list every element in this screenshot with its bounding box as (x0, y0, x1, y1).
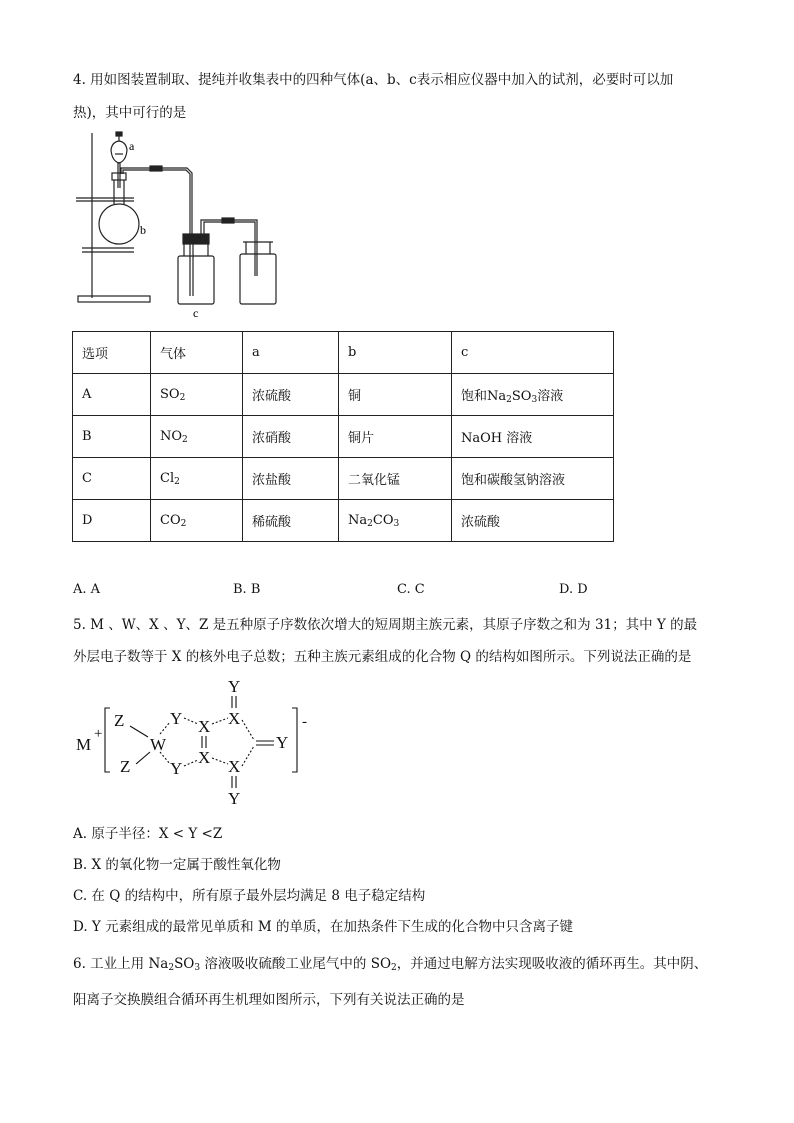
row-gas: $SO_2$ (151, 374, 243, 416)
q4-stem-line2: 热)，其中可行的是 (73, 105, 187, 121)
q5-option-d: D. Y 元素组成的最常见单质和 M 的单质，在加热条件下生成的化合物中只含离子键 (73, 919, 574, 935)
header-c: c (452, 332, 614, 374)
row-reagent-a: 浓硫酸 (243, 374, 339, 416)
row-reagent-b: 铜 (339, 374, 452, 416)
table-row (73, 458, 614, 500)
table-header-row (73, 332, 614, 374)
header-a: a (243, 332, 339, 374)
q5-stem-line1: 5. M 、W、X 、Y、Z 是五种原子序数依次增大的短周期主族元素，其原子序数之和为 31；其中 Y 的最 (73, 617, 698, 633)
atom-X-upper-left: X (198, 717, 211, 736)
row-reagent-c: 饱和碳酸氢钠溶液 (452, 458, 614, 500)
atom-W: W (150, 735, 167, 754)
label-b: b (140, 223, 146, 237)
row-reagent-b: 铜片 (339, 416, 452, 458)
reagent-table (72, 331, 614, 542)
compound-q-structure (70, 676, 320, 810)
row-gas: $CO_2$ (151, 500, 243, 542)
atom-Z-top: Z (114, 711, 125, 730)
row-gas: $Cl_2$ (151, 458, 243, 500)
label-a: a (129, 139, 135, 153)
row-reagent-b: $Na_2CO_3$ (339, 500, 452, 542)
row-reagent-c: 饱和$Na_2SO_3$溶液 (452, 374, 614, 416)
row-option: D (73, 500, 151, 542)
header-b: b (339, 332, 452, 374)
charge-minus: - (302, 714, 307, 730)
atom-Y-top: Y (228, 677, 241, 696)
q5-option-b: B. X 的氧化物一定属于酸性氧化物 (73, 857, 281, 873)
choice-c: C. C (397, 582, 425, 597)
atom-Z-bottom: Z (120, 757, 131, 776)
atom-X-lower-right: X (228, 757, 241, 776)
row-option: C (73, 458, 151, 500)
header-gas: 气体 (151, 332, 243, 374)
q5-option-c: C. 在 Q 的结构中，所有原子最外层均满足 8 电子稳定结构 (73, 888, 426, 904)
row-reagent-a: 浓硝酸 (243, 416, 339, 458)
row-reagent-c: NaOH 溶液 (452, 416, 614, 458)
row-reagent-c: 浓硫酸 (452, 500, 614, 542)
atom-Y-lower-left: Y (170, 759, 183, 778)
row-reagent-b: 二氧化锰 (339, 458, 452, 500)
atom-Y-bottom: Y (228, 789, 241, 808)
q6-stem-line2: 阳离子交换膜组合循环再生机理如图所示，下列有关说法正确的是 (73, 992, 465, 1008)
table-row (73, 500, 614, 542)
row-reagent-a: 稀硫酸 (243, 500, 339, 542)
choice-b: B. B (233, 582, 261, 597)
atom-Y-right: Y (276, 733, 289, 752)
table-row (73, 374, 614, 416)
q6-stem-line1: 6. 工业上用 $Na_2SO_3$ 溶液吸收硫酸工业尾气中的 $SO_2$，并通过电解方法实现吸收液的循环再生。其中阴、 (73, 956, 708, 973)
q4-stem-line1: 4. 用如图装置制取、提纯并收集表中的四种气体(a、b、c表示相应仪器中加入的试剂，必要时可以加 (73, 72, 674, 88)
choice-d: D. D (559, 582, 588, 597)
row-option: A (73, 374, 151, 416)
q5-stem-line2: 外层电子数等于 X 的核外电子总数；五种主族元素组成的化合物 Q 的结构如图所示。下列说法正确的是 (73, 649, 692, 665)
header-option: 选项 (73, 332, 151, 374)
row-gas: $NO_2$ (151, 416, 243, 458)
row-reagent-a: 浓盐酸 (243, 458, 339, 500)
gas-apparatus-diagram (72, 128, 282, 320)
choice-a: A. A (73, 582, 101, 597)
atom-X-lower-left: X (198, 748, 211, 767)
label-c: c (193, 306, 199, 320)
row-option: B (73, 416, 151, 458)
table-row (73, 416, 614, 458)
atom-X-upper-right: X (228, 709, 241, 728)
atom-Y-upper-left: Y (170, 709, 183, 728)
q5-option-a: A. 原子半径：X < Y <Z (73, 826, 223, 842)
atom-M: M (76, 735, 92, 754)
charge-plus: + (94, 726, 103, 742)
